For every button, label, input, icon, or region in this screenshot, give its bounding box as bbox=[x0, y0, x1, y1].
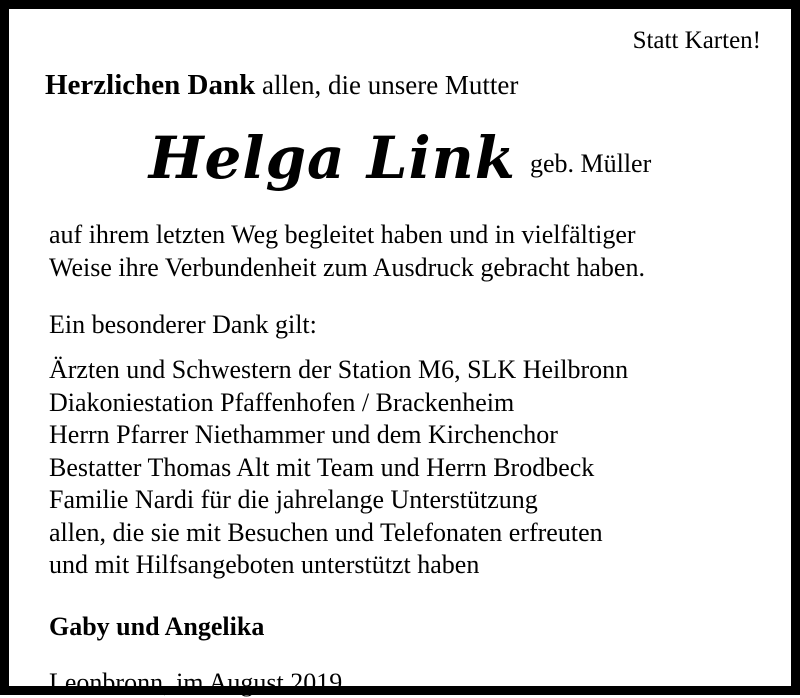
place-and-date: Leonbronn, im August 2019 bbox=[49, 667, 343, 697]
list-item: Ärzten und Schwestern der Station M6, SLK Heilbronn bbox=[49, 355, 629, 385]
intro-line: auf ihrem letzten Weg begleitet haben und in vielfältiger bbox=[49, 219, 636, 249]
intro-line: Weise ihre Verbundenheit zum Ausdruck gebracht haben. bbox=[49, 252, 645, 282]
statt-karten-note: Statt Karten! bbox=[632, 27, 761, 54]
maiden-name: geb. Müller bbox=[529, 148, 652, 178]
thanks-list bbox=[49, 354, 769, 582]
list-item: Familie Nardi für die jahrelange Unterstützung bbox=[49, 485, 538, 515]
thanks-headline-bold: Herzlichen Dank bbox=[45, 68, 256, 101]
thanks-headline-rest: allen, die unsere Mutter bbox=[255, 69, 519, 100]
signers: Gaby und Angelika bbox=[49, 611, 265, 641]
special-thanks-heading: Ein besonderer Dank gilt: bbox=[49, 310, 317, 340]
deceased-name: Helga Link bbox=[148, 123, 516, 192]
list-item: Bestatter Thomas Alt mit Team und Herrn Brodbeck bbox=[49, 452, 595, 482]
list-item: Herrn Pfarrer Niethammer und dem Kirchenchor bbox=[49, 420, 558, 450]
thanks-headline bbox=[45, 69, 769, 102]
list-item: allen, die sie mit Besuchen und Telefonaten erfreuten bbox=[49, 517, 603, 547]
list-item: Diakoniestation Pfaffenhofen / Brackenheim bbox=[49, 387, 515, 417]
intro-paragraph bbox=[49, 218, 769, 285]
list-item: und mit Hilfsangeboten unterstützt haben bbox=[49, 550, 480, 580]
deceased-name-row bbox=[31, 124, 769, 192]
